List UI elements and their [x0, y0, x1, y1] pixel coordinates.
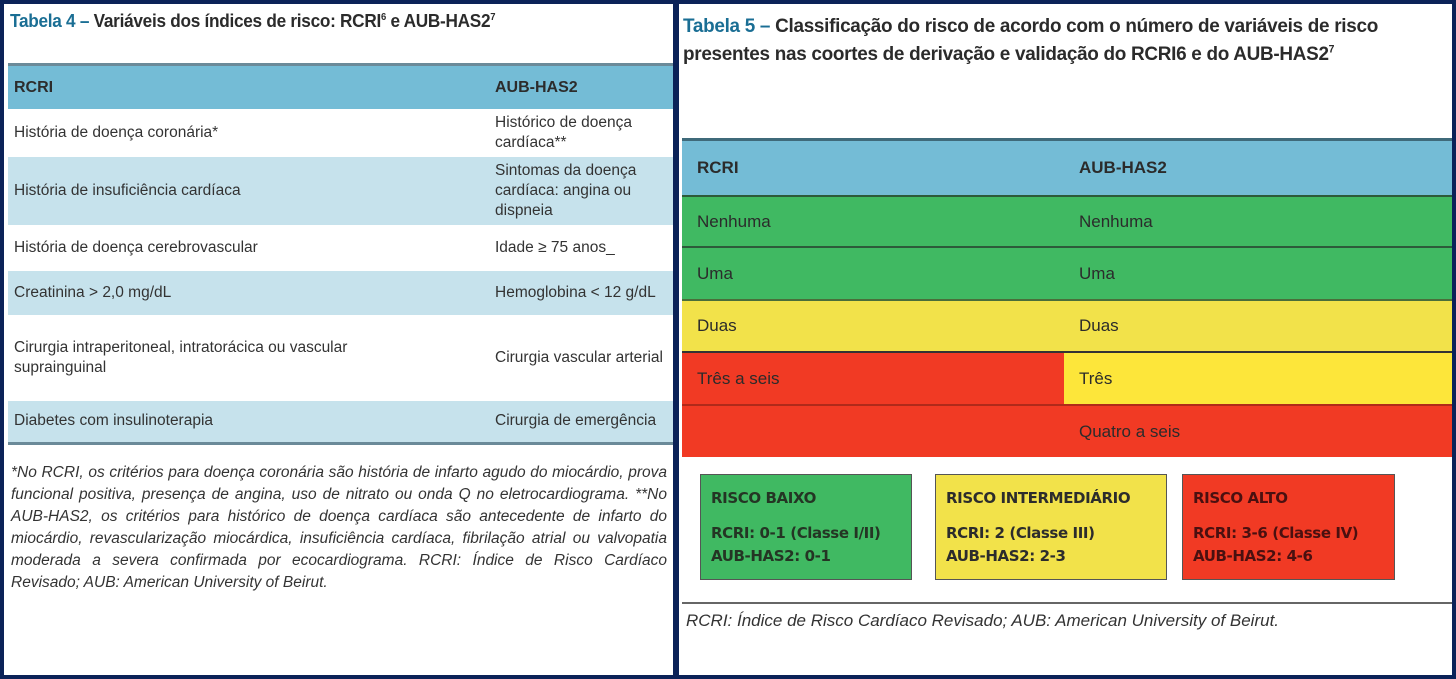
- table-row: [682, 196, 1452, 247]
- risk-legend: [702, 474, 1432, 587]
- cell-aub-has2: Cirurgia vascular arterial: [495, 349, 663, 366]
- cell-rcri: Cirurgia intraperitoneal, intratorácica ou vascular suprainguinal: [14, 339, 348, 376]
- cell-rcri: História de doença coronária*: [14, 124, 219, 141]
- cell-aub-has2: Histórico de doença cardíaca**: [495, 114, 632, 151]
- table-row: [682, 247, 1452, 300]
- column-header-aub-has2: AUB-HAS2: [1064, 140, 1452, 197]
- risk-box-aub: AUB-HAS2: 4-6: [1193, 547, 1313, 565]
- table-4-title: Tabela 4 – Variáveis dos índices de risco: RCRI$^6$ e AUB-$HAS2^7$: [10, 10, 496, 31]
- risk-box-title: RISCO ALTO: [1193, 489, 1288, 507]
- table-row: [682, 352, 1452, 405]
- table-4-title-lead: Tabela 4 –: [10, 10, 90, 31]
- cell-aub-has2: Duas: [1064, 300, 1452, 352]
- divider: [682, 602, 1452, 604]
- risk-box-aub: AUB-HAS2: 0-1: [711, 547, 831, 565]
- cell-aub-has2: Nenhuma: [1064, 196, 1452, 247]
- risk-box-aub: AUB-HAS2: 2-3: [946, 547, 1066, 565]
- risk-box-rcri: RCRI: 3-6 (Classe IV): [1193, 524, 1359, 542]
- cell-aub-has2: Hemoglobina < 12 g/dL: [489, 271, 673, 315]
- column-header-aub-has2: AUB-HAS2: [489, 65, 673, 110]
- table-row: [8, 271, 673, 315]
- table-header-row: [8, 65, 673, 110]
- table-row: [8, 315, 673, 401]
- table-4: [8, 63, 673, 445]
- cell-rcri: [682, 405, 1064, 457]
- cell-rcri: Três a seis: [682, 352, 1064, 405]
- cell-rcri: História de insuficiência cardíaca: [8, 157, 489, 225]
- table-4-footnote: *No RCRI, os critérios para doença coronária são história de infarto agudo do miocárdio, prova funcional positiva, presença de angina, uso de nitrato ou onda Q no eletrocardiograma. **No AUB-HAS2, os critérios para histórico de doença cardíaca são antecedente de infarto do miocárdio, revascularização miocárdica, insuficiência cardíaca, fibrilação atrial ou valvopatia moderada a severa confirmada por ecocardiograma. RCRI: Índice de Risco Cardíaco Revisado; AUB: American University of Beirut.: [11, 464, 667, 591]
- cell-rcri: Creatinina > 2,0 mg/dL: [8, 271, 489, 315]
- column-header-rcri: RCRI: [8, 65, 489, 110]
- cell-aub-has2: Sintomas da doença cardíaca: angina ou dispneia: [489, 157, 673, 225]
- cell-rcri: História de doença cerebrovascular: [14, 239, 258, 256]
- table-row: [8, 109, 673, 157]
- table-row: [8, 157, 673, 225]
- cell-aub-has2: Cirurgia de emergência: [489, 401, 673, 443]
- table-4-panel: [4, 4, 673, 675]
- cell-aub-has2: Três: [1064, 352, 1452, 405]
- table-row: [8, 401, 673, 443]
- table-5-title: Tabela 5 – Classificação do risco de acordo com o número de variáveis de risco presentes nas coortes de derivação e validação do RCRI6 e do AUB-$HAS2^7$: [683, 15, 1378, 65]
- risk-box-high: [1182, 474, 1395, 580]
- table-5-title-lead: Tabela 5 –: [683, 15, 771, 37]
- cell-rcri: Duas: [682, 300, 1064, 352]
- cell-aub-has2: Idade ≥ 75 anos_: [495, 239, 615, 256]
- risk-box-title: RISCO BAIXO: [711, 489, 816, 507]
- risk-box-title: RISCO INTERMEDIÁRIO: [946, 489, 1131, 507]
- cell-rcri: Diabetes com insulinoterapia: [8, 401, 489, 443]
- risk-box-intermediate: [935, 474, 1167, 580]
- table-row: [682, 300, 1452, 352]
- cell-aub-has2: Uma: [1064, 247, 1452, 300]
- cell-aub-has2: Quatro a seis: [1064, 405, 1452, 457]
- risk-box-rcri: RCRI: 0-1 (Classe I/II): [711, 524, 881, 542]
- table-5-panel: [679, 4, 1452, 675]
- cell-rcri: Uma: [682, 247, 1064, 300]
- risk-box-rcri: RCRI: 2 (Classe III): [946, 524, 1095, 542]
- cell-rcri: Nenhuma: [682, 196, 1064, 247]
- table-row: [682, 405, 1452, 457]
- table-5-footnote: RCRI: Índice de Risco Cardíaco Revisado; AUB: American University of Beirut.: [686, 611, 1280, 630]
- risk-box-low: [700, 474, 912, 580]
- table-row: [8, 225, 673, 271]
- table-5: [682, 138, 1452, 457]
- column-header-rcri: RCRI: [682, 140, 1064, 197]
- table-header-row: [682, 140, 1452, 197]
